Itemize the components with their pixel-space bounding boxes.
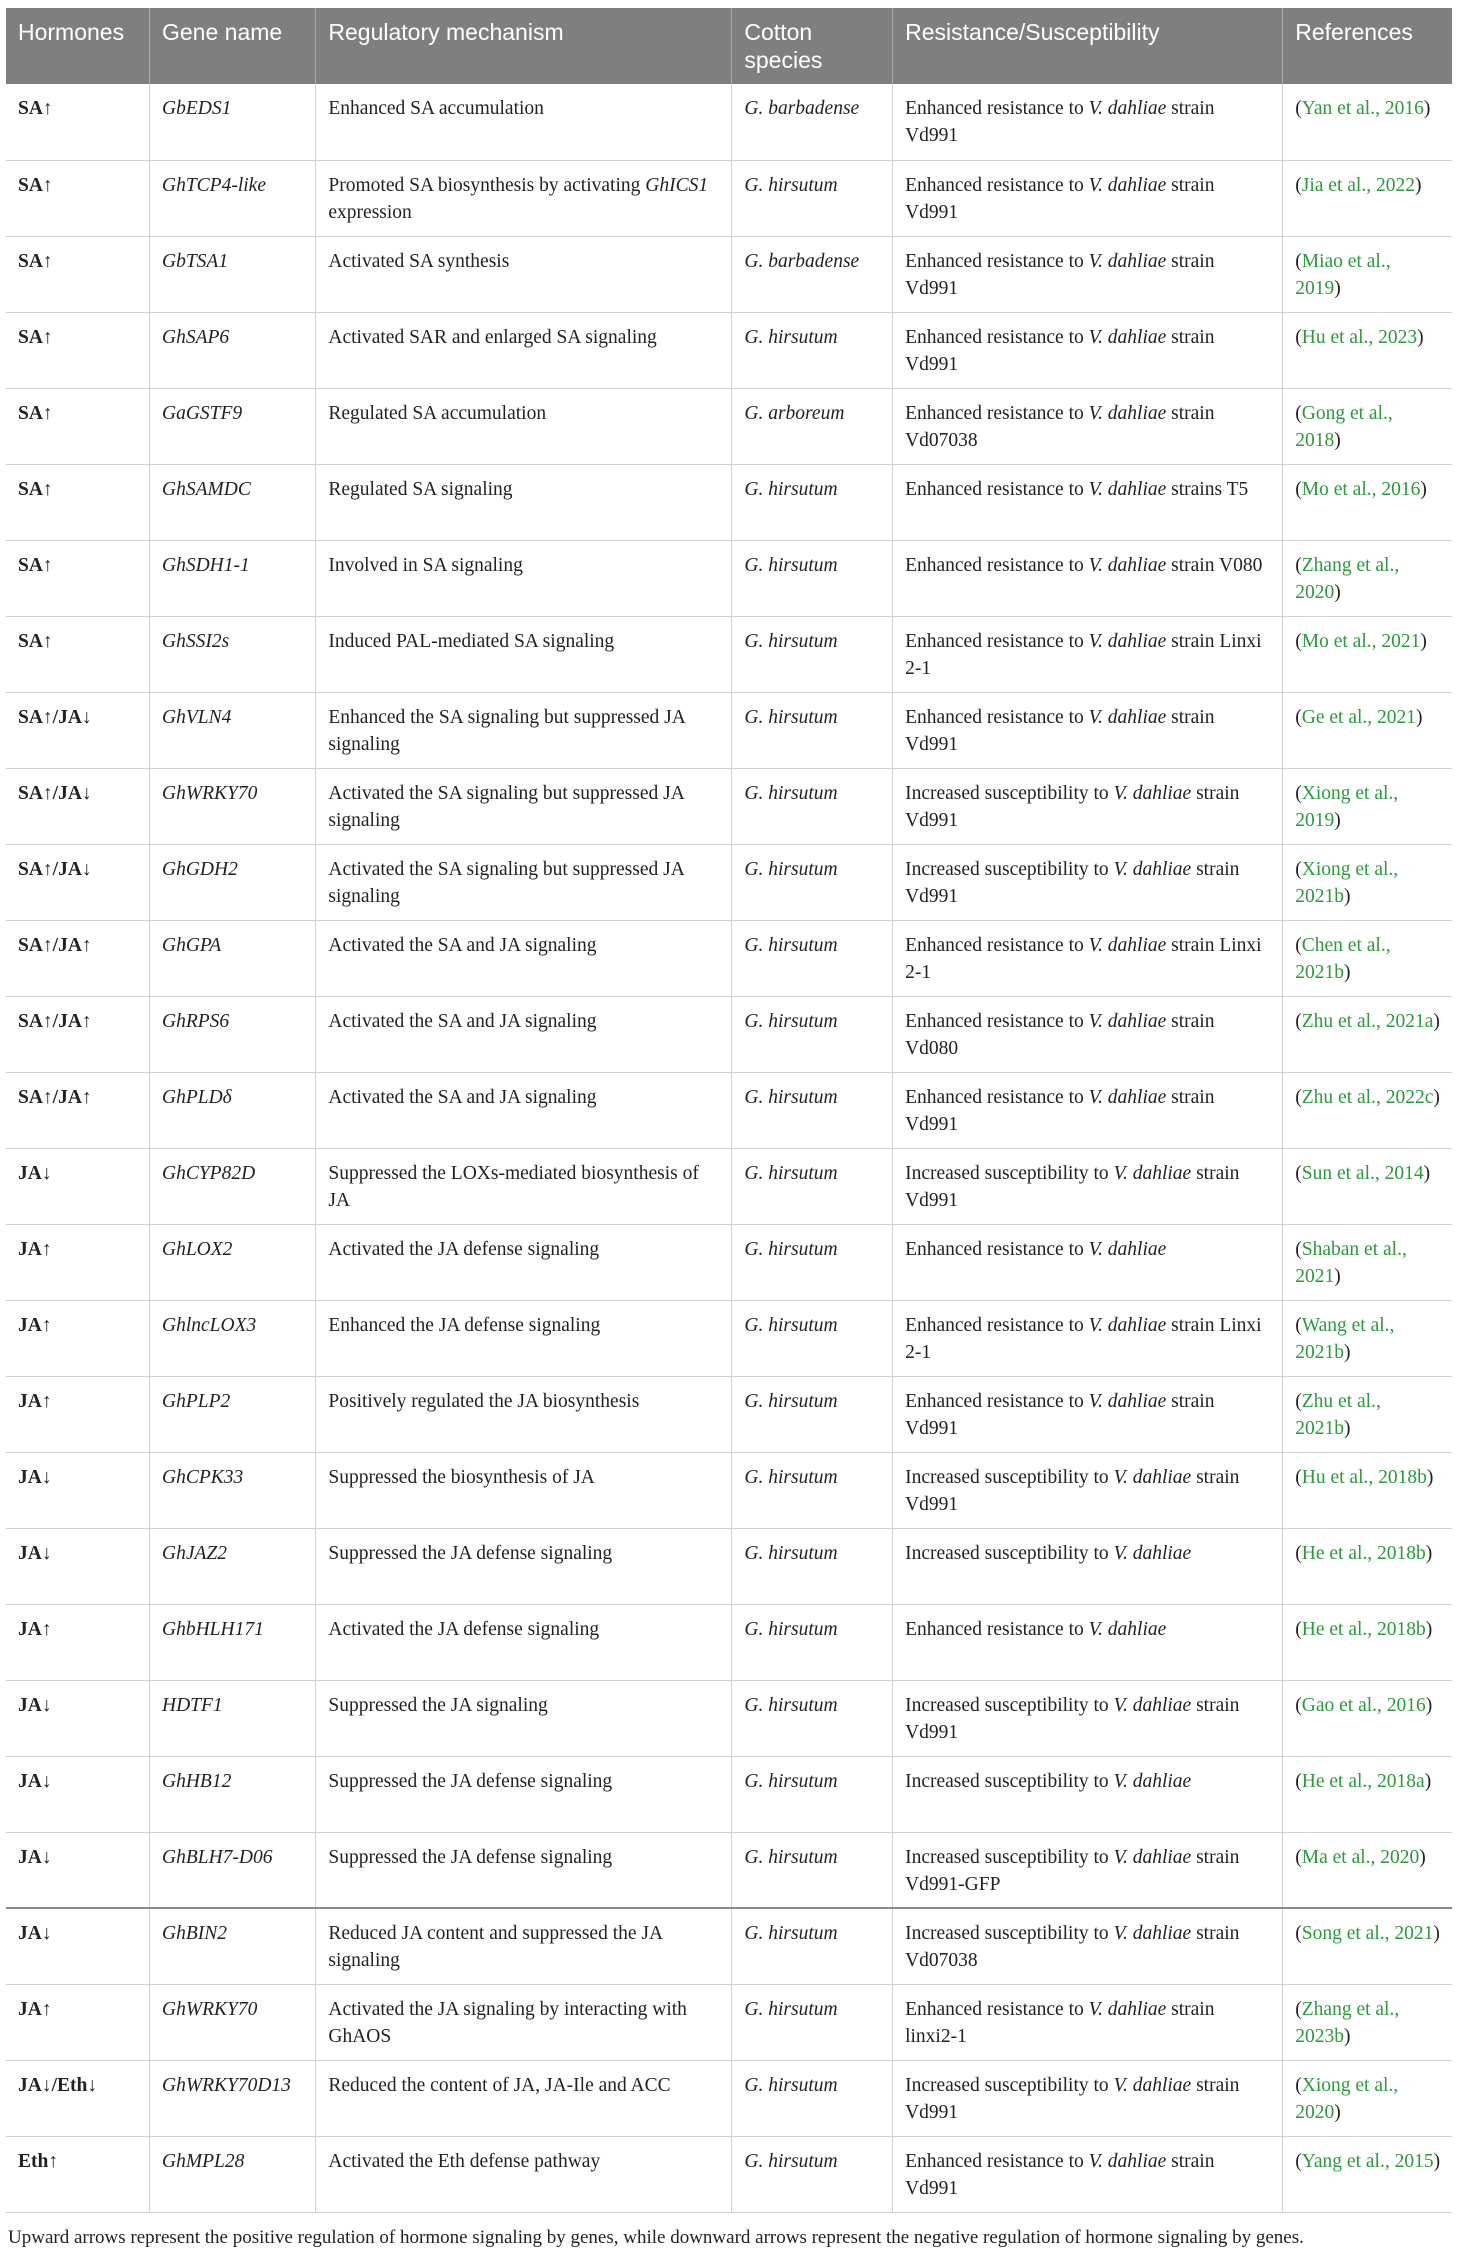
reference-link[interactable]: (Zhang et al., 2020) [1283,540,1452,616]
resistance-cell: Enhanced resistance to V. dahliae strain linxi2-1 [893,1984,1283,2060]
hormone-cell: JA↓ [6,1680,150,1756]
gene-name-cell: GhJAZ2 [150,1528,316,1604]
species-cell: G. hirsutum [732,160,893,236]
species-cell: G. hirsutum [732,1908,893,1984]
header-resistance: Resistance/Susceptibility [893,8,1283,84]
table-row [6,996,1452,1072]
mechanism-cell: Enhanced the SA signaling but suppressed JA signaling [316,692,732,768]
resistance-cell: Increased susceptibility to V. dahliae strain Vd07038 [893,1908,1283,1984]
mechanism-cell: Activated the SA and JA signaling [316,1072,732,1148]
resistance-cell: Enhanced resistance to V. dahliae strain Vd991 [893,692,1283,768]
gene-name-cell: GhRPS6 [150,996,316,1072]
resistance-cell: Enhanced resistance to V. dahliae strain Vd991 [893,236,1283,312]
hormone-cell: SA↑/JA↓ [6,768,150,844]
reference-link[interactable]: (Wang et al., 2021b) [1283,1300,1452,1376]
gene-name-cell: GhLOX2 [150,1224,316,1300]
mechanism-cell: Activated SAR and enlarged SA signaling [316,312,732,388]
hormone-cell: SA↑/JA↓ [6,844,150,920]
reference-link[interactable]: (He et al., 2018b) [1283,1528,1452,1604]
gene-name-cell: GhSAP6 [150,312,316,388]
table-row [6,388,1452,464]
gene-name-cell: GhMPL28 [150,2136,316,2212]
resistance-cell: Increased susceptibility to V. dahliae strain Vd991 [893,2060,1283,2136]
table-row [6,616,1452,692]
species-cell: G. hirsutum [732,1756,893,1832]
reference-link[interactable]: (Yang et al., 2015) [1283,2136,1452,2212]
reference-link[interactable]: (Miao et al., 2019) [1283,236,1452,312]
mechanism-cell: Positively regulated the JA biosynthesis [316,1376,732,1452]
species-cell: G. hirsutum [732,1528,893,1604]
table-body [6,84,1452,2212]
resistance-cell: Enhanced resistance to V. dahliae strain Linxi 2-1 [893,920,1283,996]
table-row [6,1452,1452,1528]
resistance-cell: Increased susceptibility to V. dahliae strain Vd991-GFP [893,1832,1283,1908]
reference-link[interactable]: (Hu et al., 2023) [1283,312,1452,388]
hormone-cell: JA↑ [6,1604,150,1680]
table-row [6,1072,1452,1148]
reference-link[interactable]: (Mo et al., 2021) [1283,616,1452,692]
gene-name-cell: GhSSI2s [150,616,316,692]
resistance-cell: Increased susceptibility to V. dahliae [893,1756,1283,1832]
header-hormones: Hormones [6,8,150,84]
table-row [6,464,1452,540]
species-cell: G. hirsutum [732,540,893,616]
table-row [6,1908,1452,1984]
species-cell: G. hirsutum [732,844,893,920]
table-container [6,8,1452,2249]
species-cell: G. barbadense [732,236,893,312]
species-cell: G. hirsutum [732,920,893,996]
gene-name-cell: GhPLDδ [150,1072,316,1148]
mechanism-cell: Reduced the content of JA, JA-Ile and ACC [316,2060,732,2136]
reference-link[interactable]: (Chen et al., 2021b) [1283,920,1452,996]
reference-link[interactable]: (Song et al., 2021) [1283,1908,1452,1984]
species-cell: G. barbadense [732,84,893,160]
resistance-cell: Enhanced resistance to V. dahliae strain Vd991 [893,160,1283,236]
species-cell: G. hirsutum [732,2136,893,2212]
reference-link[interactable]: (He et al., 2018a) [1283,1756,1452,1832]
mechanism-cell: Suppressed the JA defense signaling [316,1832,732,1908]
mechanism-cell: Activated the JA defense signaling [316,1224,732,1300]
hormone-cell: SA↑/JA↑ [6,1072,150,1148]
species-cell: G. hirsutum [732,312,893,388]
resistance-cell: Enhanced resistance to V. dahliae strain Vd07038 [893,388,1283,464]
mechanism-cell: Activated the JA defense signaling [316,1604,732,1680]
species-cell: G. hirsutum [732,1984,893,2060]
reference-link[interactable]: (Xiong et al., 2021b) [1283,844,1452,920]
hormone-cell: SA↑ [6,84,150,160]
table-row [6,1224,1452,1300]
reference-link[interactable]: (He et al., 2018b) [1283,1604,1452,1680]
mechanism-cell: Activated the SA and JA signaling [316,920,732,996]
reference-link[interactable]: (Sun et al., 2014) [1283,1148,1452,1224]
species-cell: G. hirsutum [732,692,893,768]
resistance-cell: Enhanced resistance to V. dahliae strain Vd991 [893,2136,1283,2212]
hormone-cell: JA↓ [6,1528,150,1604]
resistance-cell: Enhanced resistance to V. dahliae [893,1224,1283,1300]
hormone-cell: JA↓/Eth↓ [6,2060,150,2136]
mechanism-cell: Regulated SA signaling [316,464,732,540]
species-cell: G. hirsutum [732,1832,893,1908]
hormone-cell: JA↓ [6,1908,150,1984]
gene-name-cell: GhPLP2 [150,1376,316,1452]
reference-link[interactable]: (Zhu et al., 2021a) [1283,996,1452,1072]
table-row [6,844,1452,920]
gene-name-cell: GhBIN2 [150,1908,316,1984]
resistance-cell: Enhanced resistance to V. dahliae strain Vd991 [893,84,1283,160]
species-cell: G. hirsutum [732,768,893,844]
table-row [6,1984,1452,2060]
resistance-cell: Increased susceptibility to V. dahliae strain Vd991 [893,1680,1283,1756]
gene-name-cell: HDTF1 [150,1680,316,1756]
species-cell: G. hirsutum [732,1224,893,1300]
table-row [6,1148,1452,1224]
mechanism-cell: Activated the SA signaling but suppressed JA signaling [316,768,732,844]
header-row [6,8,1452,84]
reference-link[interactable]: (Zhu et al., 2022c) [1283,1072,1452,1148]
resistance-cell: Increased susceptibility to V. dahliae [893,1528,1283,1604]
gene-name-cell: GhbHLH171 [150,1604,316,1680]
mechanism-cell: Activated the SA and JA signaling [316,996,732,1072]
gene-name-cell: GhWRKY70 [150,1984,316,2060]
gene-name-cell: GbTSA1 [150,236,316,312]
header-regulatory-mechanism: Regulatory mechanism [316,8,732,84]
gene-name-cell: GhHB12 [150,1756,316,1832]
table-row [6,2060,1452,2136]
species-cell: G. hirsutum [732,1300,893,1376]
mechanism-cell: Activated the JA signaling by interacting with GhAOS [316,1984,732,2060]
table-row [6,540,1452,616]
hormone-cell: JA↑ [6,1224,150,1300]
gene-name-cell: GhGDH2 [150,844,316,920]
hormone-cell: JA↑ [6,1984,150,2060]
hormone-cell: SA↑ [6,312,150,388]
resistance-cell: Enhanced resistance to V. dahliae strain Linxi 2-1 [893,616,1283,692]
mechanism-cell: Enhanced SA accumulation [316,84,732,160]
resistance-cell: Increased susceptibility to V. dahliae strain Vd991 [893,844,1283,920]
resistance-cell: Enhanced resistance to V. dahliae strain Linxi 2-1 [893,1300,1283,1376]
mechanism-cell: Suppressed the LOXs-mediated biosynthesis of JA [316,1148,732,1224]
reference-link[interactable]: (Ge et al., 2021) [1283,692,1452,768]
hormone-cell: SA↑ [6,464,150,540]
reference-link[interactable]: (Gao et al., 2016) [1283,1680,1452,1756]
mechanism-cell: Suppressed the biosynthesis of JA [316,1452,732,1528]
resistance-cell: Enhanced resistance to V. dahliae strains T5 [893,464,1283,540]
hormone-cell: JA↑ [6,1300,150,1376]
gene-name-cell: GbEDS1 [150,84,316,160]
table-row [6,1528,1452,1604]
table-row [6,1604,1452,1680]
reference-link[interactable]: (Jia et al., 2022) [1283,160,1452,236]
resistance-cell: Enhanced resistance to V. dahliae strain V080 [893,540,1283,616]
gene-name-cell: GhWRKY70D13 [150,2060,316,2136]
reference-link[interactable]: (Xiong et al., 2020) [1283,2060,1452,2136]
resistance-cell: Enhanced resistance to V. dahliae strain Vd080 [893,996,1283,1072]
table-row [6,692,1452,768]
gene-name-cell: GhCPK33 [150,1452,316,1528]
table-row [6,312,1452,388]
species-cell: G. hirsutum [732,1376,893,1452]
resistance-cell: Increased susceptibility to V. dahliae strain Vd991 [893,768,1283,844]
gene-name-cell: GhBLH7-D06 [150,1832,316,1908]
hormone-cell: SA↑ [6,616,150,692]
table-footnote: Upward arrows represent the positive regulation of hormone signaling by genes, while downward arrows represent the negative regulation of hormone signaling by genes. [8,2226,1304,2248]
table-row [6,1756,1452,1832]
table-row [6,2136,1452,2212]
mechanism-cell: Activated the SA signaling but suppressed JA signaling [316,844,732,920]
species-cell: G. hirsutum [732,1452,893,1528]
mechanism-cell: Enhanced the JA defense signaling [316,1300,732,1376]
mechanism-cell: Activated the Eth defense pathway [316,2136,732,2212]
gene-name-cell: GhCYP82D [150,1148,316,1224]
gene-name-cell: GhWRKY70 [150,768,316,844]
reference-link[interactable]: (Zhu et al., 2021b) [1283,1376,1452,1452]
hormone-cell: JA↓ [6,1832,150,1908]
hormone-cell: SA↑/JA↓ [6,692,150,768]
reference-link[interactable]: (Xiong et al., 2019) [1283,768,1452,844]
gene-name-cell: GhGPA [150,920,316,996]
table-row [6,920,1452,996]
species-cell: G. hirsutum [732,2060,893,2136]
species-cell: G. hirsutum [732,996,893,1072]
reference-link[interactable]: (Zhang et al., 2023b) [1283,1984,1452,2060]
species-cell: G. hirsutum [732,464,893,540]
hormone-cell: SA↑/JA↑ [6,920,150,996]
hormone-cell: SA↑/JA↑ [6,996,150,1072]
header-references: References [1283,8,1452,84]
header-gene-name: Gene name [150,8,316,84]
hormone-gene-table [6,8,1452,2213]
table-row [6,236,1452,312]
mechanism-cell: Suppressed the JA defense signaling [316,1528,732,1604]
gene-name-cell: GhSDH1-1 [150,540,316,616]
mechanism-cell: Activated SA synthesis [316,236,732,312]
species-cell: G. hirsutum [732,1072,893,1148]
mechanism-cell: Regulated SA accumulation [316,388,732,464]
mechanism-cell: Induced PAL-mediated SA signaling [316,616,732,692]
gene-name-cell: GaGSTF9 [150,388,316,464]
species-cell: G. hirsutum [732,1148,893,1224]
table-row [6,160,1452,236]
species-cell: G. hirsutum [732,1604,893,1680]
species-cell: G. arboreum [732,388,893,464]
gene-name-cell: GhlncLOX3 [150,1300,316,1376]
hormone-cell: SA↑ [6,388,150,464]
resistance-cell: Enhanced resistance to V. dahliae strain Vd991 [893,1376,1283,1452]
mechanism-cell: Reduced JA content and suppressed the JA signaling [316,1908,732,1984]
hormone-cell: SA↑ [6,236,150,312]
resistance-cell: Increased susceptibility to V. dahliae strain Vd991 [893,1452,1283,1528]
header-cotton-species: Cotton species [732,8,893,84]
reference-link[interactable]: (Hu et al., 2018b) [1283,1452,1452,1528]
reference-link[interactable]: (Ma et al., 2020) [1283,1832,1452,1908]
hormone-cell: SA↑ [6,540,150,616]
table-row [6,1376,1452,1452]
hormone-cell: JA↓ [6,1756,150,1832]
mechanism-cell: Promoted SA biosynthesis by activating GhICS1 expression [316,160,732,236]
resistance-cell: Enhanced resistance to V. dahliae strain Vd991 [893,1072,1283,1148]
reference-link[interactable]: (Yan et al., 2016) [1283,84,1452,160]
table-row [6,1680,1452,1756]
resistance-cell: Increased susceptibility to V. dahliae strain Vd991 [893,1148,1283,1224]
hormone-cell: JA↓ [6,1148,150,1224]
table-row [6,1832,1452,1908]
gene-name-cell: GhSAMDC [150,464,316,540]
hormone-cell: JA↓ [6,1452,150,1528]
mechanism-cell: Suppressed the JA defense signaling [316,1756,732,1832]
mechanism-cell: Suppressed the JA signaling [316,1680,732,1756]
resistance-cell: Enhanced resistance to V. dahliae strain Vd991 [893,312,1283,388]
hormone-cell: JA↑ [6,1376,150,1452]
gene-name-cell: GhTCP4-like [150,160,316,236]
hormone-cell: Eth↑ [6,2136,150,2212]
table-row [6,1300,1452,1376]
mechanism-cell: Involved in SA signaling [316,540,732,616]
table-row [6,768,1452,844]
reference-link[interactable]: (Gong et al., 2018) [1283,388,1452,464]
reference-link[interactable]: (Shaban et al., 2021) [1283,1224,1452,1300]
hormone-cell: SA↑ [6,160,150,236]
species-cell: G. hirsutum [732,1680,893,1756]
table-row [6,84,1452,160]
reference-link[interactable]: (Mo et al., 2016) [1283,464,1452,540]
species-cell: G. hirsutum [732,616,893,692]
resistance-cell: Enhanced resistance to V. dahliae [893,1604,1283,1680]
gene-name-cell: GhVLN4 [150,692,316,768]
